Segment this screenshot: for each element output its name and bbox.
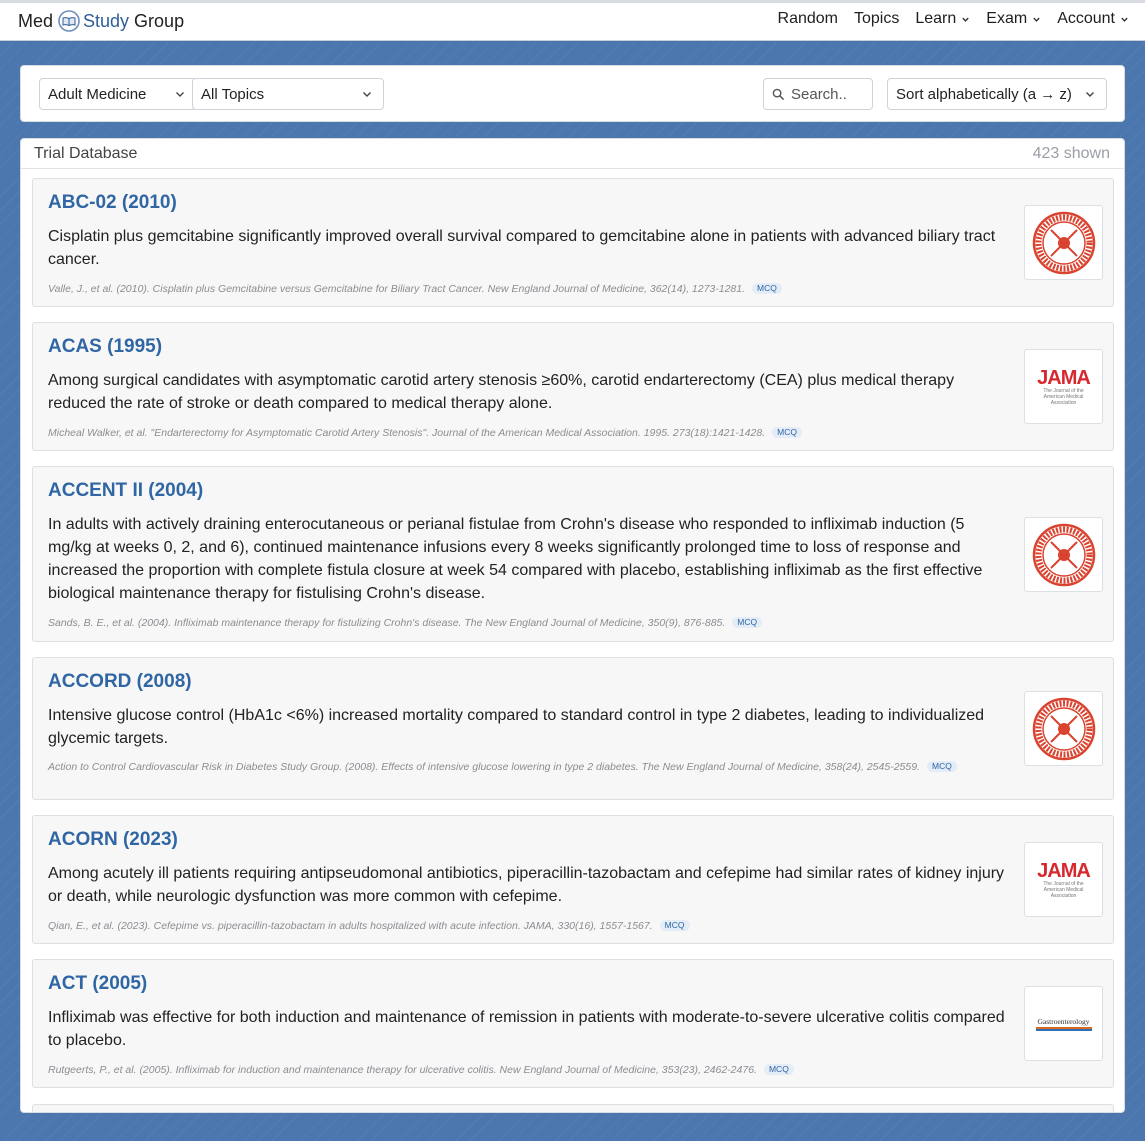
- nav-account-label: Account: [1057, 10, 1115, 27]
- category-select-value: Adult Medicine: [48, 85, 147, 103]
- nejm-journal-logo: [1024, 517, 1103, 592]
- trial-reference-text: Valle, J., et al. (2010). Cisplatin plus Gemcitabine versus Gemcitabine for Biliary Tract Cancer. New England Journal of Medicine, 362(14), 1273-1281.: [48, 283, 746, 295]
- chevron-down-icon: [961, 15, 970, 24]
- gastro-logo-bar: [1036, 1029, 1092, 1031]
- nejm-journal-logo: [1024, 691, 1103, 766]
- trial-reference-text: Action to Control Cardiovascular Risk in Diabetes Study Group. (2008). Effects of intensive glucose lowering in type 2 diabetes. The New England Journal of Medicine, 358(24), 2545-2559.: [48, 761, 920, 773]
- trial-card-act[interactable]: [32, 959, 1114, 1088]
- filter-bar: [20, 65, 1125, 122]
- search-input[interactable]: [791, 86, 871, 103]
- chevron-down-icon: [361, 88, 373, 100]
- nav-random-label: Random: [777, 10, 838, 27]
- nav-exam[interactable]: [986, 10, 1041, 28]
- book-logo-icon: [58, 10, 80, 32]
- mcq-badge[interactable]: MCQ: [764, 1064, 794, 1075]
- trial-database-title: Trial Database: [34, 144, 138, 162]
- trial-reference: [48, 616, 1008, 631]
- chevron-down-icon: [174, 88, 186, 100]
- mcq-badge[interactable]: MCQ: [772, 427, 802, 438]
- nav-account[interactable]: [1057, 10, 1129, 28]
- trial-count: 423 shown: [1032, 144, 1110, 162]
- trial-card-abc-02[interactable]: [32, 178, 1114, 307]
- search-icon: [772, 88, 785, 101]
- jama-logo-word: JAMA: [1037, 366, 1090, 389]
- jama-journal-logo: [1024, 842, 1103, 917]
- top-navbar: [0, 3, 1145, 41]
- sort-select[interactable]: [887, 78, 1107, 110]
- jama-logo-sub: The Journal of the American Medical Association: [1043, 880, 1084, 899]
- topic-select[interactable]: [192, 78, 384, 110]
- category-select[interactable]: [39, 78, 197, 110]
- nejm-seal-icon: [1032, 523, 1096, 587]
- trial-reference: [48, 282, 1008, 297]
- jama-logo-word: JAMA: [1037, 859, 1090, 882]
- trial-reference-text: Rutgeerts, P., et al. (2005). Infliximab for induction and maintenance therapy for ulcerative colitis. New England Journal of Medicine, 353(23), 2462-2476.: [48, 1064, 757, 1076]
- nejm-seal-icon: [1032, 211, 1096, 275]
- nav-learn-label: Learn: [915, 10, 957, 27]
- gastro-logo-word: Gastroenterology: [1037, 1016, 1090, 1026]
- nav-topics-label: Topics: [854, 10, 900, 27]
- nav-exam-label: Exam: [986, 10, 1028, 27]
- trial-reference: [48, 1063, 1008, 1078]
- brand-med: Med: [18, 10, 54, 31]
- brand-group: Group: [134, 10, 185, 31]
- nav-random[interactable]: [778, 10, 838, 28]
- nejm-seal-icon: [1032, 697, 1096, 761]
- chevron-down-icon: [1120, 15, 1129, 24]
- gastroenterology-journal-logo: [1024, 986, 1103, 1061]
- trial-database-panel: [20, 138, 1125, 1113]
- mcq-badge[interactable]: MCQ: [660, 920, 690, 931]
- trial-card-acorn[interactable]: [32, 815, 1114, 944]
- jama-journal-logo: [1024, 349, 1103, 424]
- trial-summary: Cisplatin plus gemcitabine significantly improved overall survival compared to gemcitabine alone in patients with advanced biliary tract cancer.: [48, 228, 996, 268]
- trial-summary: Infliximab was effective for both induction and maintenance of remission in patients with moderate-to-severe ulcerative colitis compared to placebo.: [48, 1009, 1005, 1049]
- sort-select-value: Sort alphabetically (a → z): [896, 85, 1072, 103]
- trial-card-accent-ii[interactable]: [32, 466, 1114, 642]
- trial-title[interactable]: ACCORD (2008): [48, 671, 192, 692]
- gastro-logo-mark: [1036, 1017, 1092, 1031]
- trial-summary: Among acutely ill patients requiring antipseudomonal antibiotics, piperacillin-tazobactam and cefepime had similar rates of kidney injury or death, while neurologic dysfunction was more common with cefepime.: [48, 865, 1005, 905]
- trial-summary: Among surgical candidates with asymptomatic carotid artery stenosis ≥60%, carotid endarterectomy (CEA) plus medical therapy reduced the rate of stroke or death compared to medical therapy alone.: [48, 372, 955, 412]
- trial-reference-text: Qian, E., et al. (2023). Cefepime vs. piperacillin-tazobactam in adults hospitalized with acute infection. JAMA, 330(16), 1557-1567.: [48, 920, 653, 932]
- brand-study: Study: [83, 10, 130, 31]
- jama-logo-sub: The Journal of the American Medical Association: [1043, 387, 1084, 406]
- trial-card-partial[interactable]: [32, 1104, 1114, 1113]
- trial-title[interactable]: ABC-02 (2010): [48, 192, 177, 213]
- jama-logo-mark: [1036, 368, 1092, 406]
- mcq-badge[interactable]: MCQ: [927, 761, 957, 772]
- topic-select-value: All Topics: [201, 85, 265, 103]
- trial-card-acas[interactable]: [32, 322, 1114, 451]
- trial-summary: In adults with actively draining enterocutaneous or perianal fistulae from Crohn's disease who responded to infliximab induction (5 mg/kg at weeks 0, 2, and 6), continued maintenance infusions every 8 weeks significantly prolonged time to loss of response and increased the proportion with complete fistula closure at week 54 compared with placebo, establishing infliximab as the first effective biological maintenance therapy for fistulising Crohn's disease.: [48, 516, 983, 602]
- mcq-badge[interactable]: MCQ: [752, 283, 782, 294]
- trial-reference: [48, 426, 1008, 441]
- trial-database-header: [21, 139, 1124, 169]
- trial-summary: Intensive glucose control (HbA1c <6%) increased mortality compared to standard control in type 2 diabetes, leading to individualized glycemic targets.: [48, 707, 985, 747]
- brand-logo[interactable]: [18, 9, 184, 33]
- nejm-journal-logo: [1024, 205, 1103, 280]
- trial-title[interactable]: ACORN (2023): [48, 829, 178, 850]
- nav-topics[interactable]: [854, 10, 899, 28]
- jama-logo-mark: [1036, 861, 1092, 899]
- trial-reference-text: Sands, B. E., et al. (2004). Infliximab maintenance therapy for fistulizing Crohn's disease. The New England Journal of Medicine, 350(9), 876-885.: [48, 617, 726, 629]
- trial-title[interactable]: ACAS (1995): [48, 336, 163, 357]
- search-box[interactable]: [763, 78, 873, 110]
- trial-reference-text: Micheal Walker, et al. "Endarterectomy for Asymptomatic Carotid Artery Stenosis". Journal of the American Medical Association. 1995. 273(18):1421-1428.: [48, 427, 766, 439]
- trial-title[interactable]: ACT (2005): [48, 973, 148, 994]
- trial-reference: [48, 919, 1008, 934]
- chevron-down-icon: [1032, 15, 1041, 24]
- trial-title[interactable]: ACCENT II (2004): [48, 480, 204, 501]
- chevron-down-icon: [1084, 88, 1096, 100]
- trial-reference: [48, 760, 1008, 775]
- trial-card-accord[interactable]: [32, 657, 1114, 800]
- nav-links: [778, 10, 1129, 28]
- mcq-badge[interactable]: MCQ: [732, 617, 762, 628]
- nav-learn[interactable]: [915, 10, 970, 28]
